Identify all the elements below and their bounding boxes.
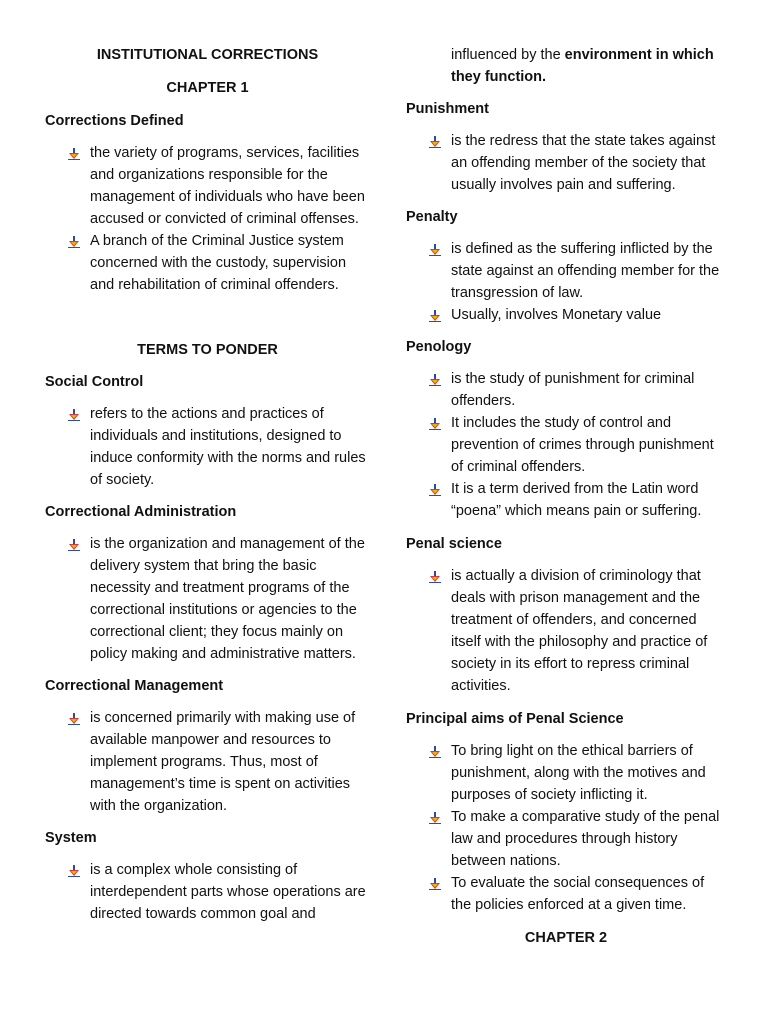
arrow-down-bullet-icon xyxy=(67,865,81,877)
heading-correctional-management: Correctional Management xyxy=(45,678,224,694)
punishment-list xyxy=(406,130,726,196)
list-item: It includes the study of control and prevention of crimes through punishment of criminal offenders. xyxy=(406,412,726,478)
principal-aims-list xyxy=(406,740,726,916)
continuation-bold-text: environment in which they function. xyxy=(451,47,714,85)
arrow-down-bullet-icon xyxy=(67,148,81,160)
penal-science-list xyxy=(406,565,726,697)
penology-list xyxy=(406,368,726,522)
arrow-down-bullet-icon xyxy=(428,571,442,583)
arrow-down-bullet-icon xyxy=(428,374,442,386)
arrow-down-bullet-icon xyxy=(67,409,81,421)
heading-system: System xyxy=(45,830,97,846)
arrow-down-bullet-icon xyxy=(428,746,442,758)
terms-to-ponder-title: TERMS TO PONDER xyxy=(137,342,278,358)
correctional-administration-list xyxy=(45,533,370,665)
heading-penalty: Penalty xyxy=(406,209,458,225)
list-item: It is a term derived from the Latin word “poena” which means pain or suffering. xyxy=(406,478,726,522)
arrow-down-bullet-icon xyxy=(67,539,81,551)
heading-penology: Penology xyxy=(406,339,472,355)
system-continuation: influenced by the environment in which they function. xyxy=(451,47,714,85)
arrow-down-bullet-icon xyxy=(428,244,442,256)
chapter-1-title: CHAPTER 1 xyxy=(166,80,249,96)
list-item: A branch of the Criminal Justice system concerned with the custody, supervision and rehabilitation of criminal offenders. xyxy=(45,230,370,296)
list-item: To evaluate the social consequences of the policies enforced at a given time. xyxy=(406,872,726,916)
left-column xyxy=(45,44,370,925)
corrections-defined-list xyxy=(45,142,370,296)
list-item: To bring light on the ethical barriers of punishment, along with the motives and purposes of society inflicting it. xyxy=(406,740,726,806)
list-item: is concerned primarily with making use of available manpower and resources to implement programs. Thus, most of management’s time is spent on activities with the organization. xyxy=(45,707,370,817)
right-column xyxy=(406,44,726,949)
heading-corrections-defined: Corrections Defined xyxy=(45,113,184,129)
heading-penal-science: Penal science xyxy=(406,536,502,552)
correctional-management-list xyxy=(45,707,370,817)
list-item: is the organization and management of the delivery system that bring the basic necessity and treatment programs of the correctional institutions or agencies to the correctional client; they focus mainly on policy making and administrative matters. xyxy=(45,533,370,665)
system-list xyxy=(45,859,370,925)
heading-social-control: Social Control xyxy=(45,374,144,390)
arrow-down-bullet-icon xyxy=(428,136,442,148)
arrow-down-bullet-icon xyxy=(428,310,442,322)
heading-correctional-administration: Correctional Administration xyxy=(45,504,237,520)
heading-punishment: Punishment xyxy=(406,101,489,117)
list-item: is the study of punishment for criminal offenders. xyxy=(406,368,726,412)
list-item: is a complex whole consisting of interdependent parts whose operations are directed towards common goal and xyxy=(45,859,370,925)
list-item: the variety of programs, services, facilities and organizations responsible for the management of individuals who have been accused or convicted of criminal offenses. xyxy=(45,142,370,230)
arrow-down-bullet-icon xyxy=(428,812,442,824)
document-title: INSTITUTIONAL CORRECTIONS xyxy=(96,47,319,63)
arrow-down-bullet-icon xyxy=(67,236,81,248)
list-item: is the redress that the state takes against an offending member of the society that usually involves pain and suffering. xyxy=(406,130,726,196)
chapter-2-title: CHAPTER 2 xyxy=(524,930,608,946)
list-item: Usually, involves Monetary value xyxy=(406,304,726,326)
arrow-down-bullet-icon xyxy=(67,713,81,725)
arrow-down-bullet-icon xyxy=(428,418,442,430)
heading-principal-aims: Principal aims of Penal Science xyxy=(406,711,624,727)
list-item: is actually a division of criminology that deals with prison management and the treatment of offenders, and concerned itself with the philosophy and practice of society in its effort to repress criminal activities. xyxy=(406,565,726,697)
social-control-list xyxy=(45,403,370,491)
list-item: is defined as the suffering inflicted by the state against an offending member for the transgression of law. xyxy=(406,238,726,304)
arrow-down-bullet-icon xyxy=(428,484,442,496)
arrow-down-bullet-icon xyxy=(428,878,442,890)
penalty-list xyxy=(406,238,726,326)
list-item: refers to the actions and practices of individuals and institutions, designed to induce conformity with the norms and rules of society. xyxy=(45,403,370,491)
list-item: To make a comparative study of the penal law and procedures through history between nations. xyxy=(406,806,726,872)
